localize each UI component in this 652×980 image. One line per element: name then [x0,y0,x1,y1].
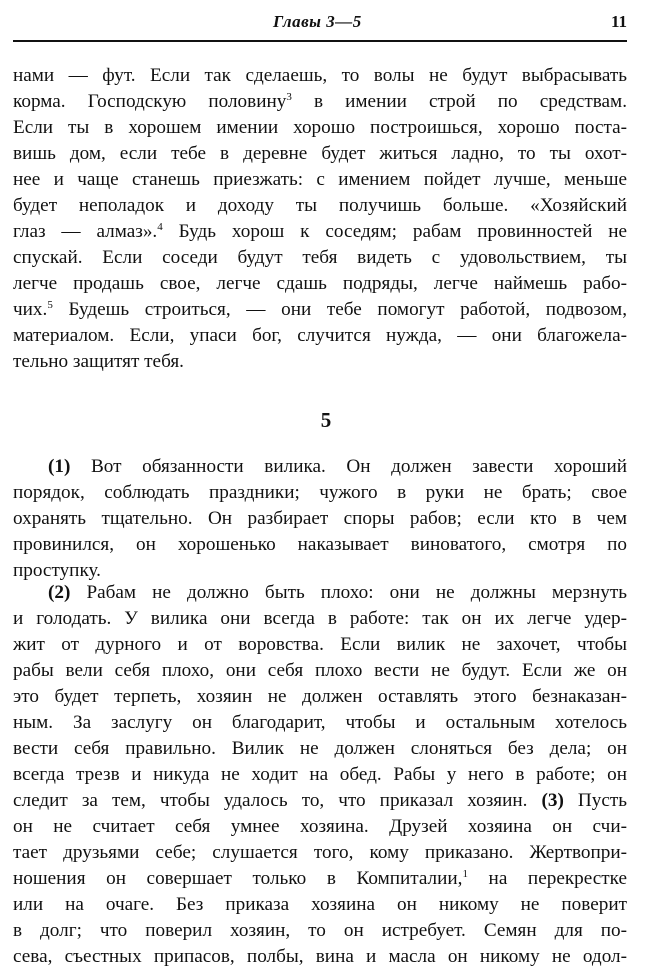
footnote-marker: 5 [47,299,53,311]
paragraph-marker: (1) [48,456,71,477]
text-line: чих.$^5$ Будешь строиться, — они тебе помогут работой, подвозом, [13,299,627,320]
text-line: корма. Господскую половину$^3$ в имении строй по средствам. [13,91,627,112]
text-line: легче продашь свое, легче сдашь подряды, легче наймешь рабо- [13,273,627,294]
text-line: вести себя правильно. Вилик не должен слоняться без дела; он [13,738,627,759]
footnote-marker: 1 [462,868,468,880]
text-line: порядок, соблюдать праздники; чужого в руки не брать; свое [13,482,627,503]
text-line: вишь дом, если тебе в деревне будет житься ладно, то ты охот- [13,143,627,164]
text-line: это будет терпеть, хозяин не должен оставлять этого безнаказан- [13,686,627,707]
text-line: будет неполадок и доходу ты получишь больше. «Хозяйский [13,195,627,216]
paragraph-marker: (3) [541,790,564,811]
text-line: (2) Рабам не должно быть плохо: они не должны мерзнуть [48,582,627,603]
page-header [13,10,627,36]
text-line: тельно защитят тебя. [13,351,184,372]
text-line: тает друзьями себе; слушается того, кому приказано. Жертвопри- [13,842,627,863]
text-line: материалом. Если, упаси бог, случится нужда, — они благожела- [13,325,627,346]
running-title: Главы 3—5 [273,12,362,31]
text-line: ным. За заслугу он благодарит, чтобы и остальным хотелось [13,712,627,733]
text-line: (1) Вот обязанности вилика. Он должен завести хороший [48,456,627,477]
text-line: сева, съестных припасов, полбы, вина и масла он никому не одол- [13,946,627,967]
header-rule [13,40,627,42]
page-number: 11 [610,12,627,31]
text-line: рабы вели себя плохо, они себя плохо вести не будут. Если же он [13,660,627,681]
text-line: и голодать. У вилика они всегда в работе: так он их легче удер- [13,608,627,629]
text-line: всегда трезв и никуда не ходит на обед. Рабы у него в работе; он [13,764,627,785]
text-line: в долг; что поверил хозяин, то он истребует. Семян для по- [13,920,627,941]
text-line: нее и чаще станешь приезжать: с имением пойдет лучше, меньше [13,169,627,190]
text-line: проступку. [13,560,101,581]
text-line: он не считает себя умнее хозяина. Друзей хозяина он счи- [13,816,627,837]
text-line: ношения он совершает только в Компиталии,$^1$ на перекрестке [13,868,628,889]
footnote-marker: 4 [157,221,163,233]
text-line: или на очаге. Без приказа хозяина он никому не поверит [13,894,627,915]
text-line: провинился, он хорошенько наказывает виноватого, смотря по [13,534,627,555]
section-number: 5 [320,408,332,432]
text-line: спускай. Если соседи будут тебя видеть с удовольствием, ты [13,247,627,268]
text-line: Если ты в хорошем имении хорошо построишься, хорошо поста- [13,117,627,138]
text-line: следит за тем, чтобы удалось то, что приказал хозяин. (3) Пусть [13,790,628,811]
paragraph-marker: (2) [48,582,71,603]
text-line: охранять тщательно. Он разбирает споры рабов; если кто в чем [13,508,627,529]
footnote-marker: 3 [286,91,292,103]
text-line: нами — фут. Если так сделаешь, то волы не будут выбрасывать [13,65,627,86]
text-line: жит от дурного и от воровства. Если вилик не захочет, чтобы [13,634,627,655]
text-line: глаз — алмаз».$^4$ Будь хорош к соседям; рабам провинностей не [13,221,627,242]
